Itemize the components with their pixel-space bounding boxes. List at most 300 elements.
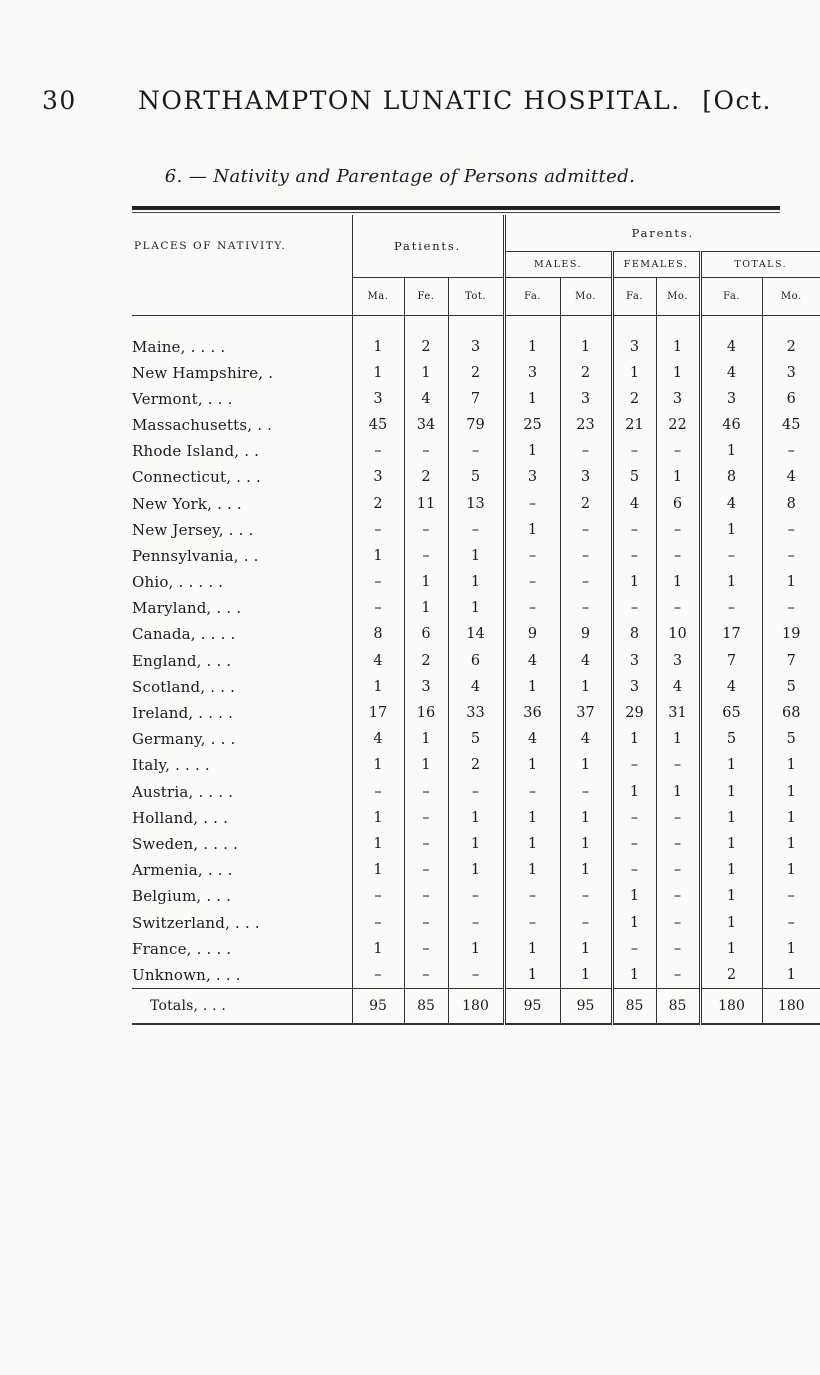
cell-totals-fa: 65 <box>700 700 762 726</box>
place-of-nativity: France, . . . . <box>132 939 232 958</box>
header-males-fa: Fa. <box>504 277 560 315</box>
cell-totals-mo: 180 <box>762 989 820 1025</box>
cell-tot: 7 <box>448 386 504 412</box>
cell-tot: 13 <box>448 490 504 516</box>
cell-males-fa: – <box>504 595 560 621</box>
cell-tot: 33 <box>448 700 504 726</box>
cell-tot: 79 <box>448 412 504 438</box>
place-of-nativity: Vermont, . . . <box>132 389 233 408</box>
cell-females-fa: – <box>612 595 656 621</box>
cell-females-mo: – <box>656 595 700 621</box>
cell-fe: – <box>404 805 448 831</box>
cell-females-fa: 1 <box>612 779 656 805</box>
cell-ma: 8 <box>352 621 404 647</box>
cell-totals-mo: – <box>762 883 820 909</box>
cell-males-mo: – <box>560 595 612 621</box>
cell-males-fa: 1 <box>504 857 560 883</box>
cell-males-mo: 95 <box>560 989 612 1025</box>
cell-females-mo: 3 <box>656 386 700 412</box>
cell-females-mo: – <box>656 517 700 543</box>
cell-males-mo: 4 <box>560 648 612 674</box>
cell-males-mo: 1 <box>560 831 612 857</box>
cell-totals-fa: – <box>700 595 762 621</box>
header-totals-fa: Fa. <box>700 277 762 315</box>
cell-ma: 17 <box>352 700 404 726</box>
cell-totals-mo: 1 <box>762 805 820 831</box>
cell-females-fa: 1 <box>612 883 656 909</box>
cell-fe: 1 <box>404 360 448 386</box>
cell-totals-mo: 45 <box>762 412 820 438</box>
cell-totals-fa: 7 <box>700 648 762 674</box>
cell-totals-mo: 1 <box>762 857 820 883</box>
place-of-nativity: Armenia, . . . <box>132 861 233 880</box>
cell-ma: 1 <box>352 831 404 857</box>
cell-males-mo: 9 <box>560 621 612 647</box>
cell-totals-fa: 1 <box>700 805 762 831</box>
cell-tot: 1 <box>448 857 504 883</box>
cell-totals-fa: 1 <box>700 517 762 543</box>
cell-females-mo: – <box>656 752 700 778</box>
cell-fe: – <box>404 909 448 935</box>
header-ma: Ma. <box>352 277 404 315</box>
cell-fe: 2 <box>404 648 448 674</box>
caption-number: 6. <box>164 166 183 187</box>
cell-tot: – <box>448 962 504 989</box>
cell-fe: 1 <box>404 595 448 621</box>
cell-totals-fa: 8 <box>700 464 762 490</box>
table-row <box>132 909 820 935</box>
cell-males-mo: 3 <box>560 464 612 490</box>
cell-females-mo: – <box>656 909 700 935</box>
cell-tot: – <box>448 438 504 464</box>
cell-females-mo: 1 <box>656 464 700 490</box>
cell-tot: 1 <box>448 569 504 595</box>
place-of-nativity: Holland, . . . <box>132 808 229 827</box>
cell-totals-fa: 5 <box>700 726 762 752</box>
header-parents: Parents. <box>504 215 820 251</box>
cell-totals-mo: 3 <box>762 360 820 386</box>
cell-females-mo: 1 <box>656 360 700 386</box>
cell-tot: 3 <box>448 315 504 360</box>
running-month: [Oct. <box>702 86 772 115</box>
place-of-nativity: Massachusetts, . . <box>132 415 273 434</box>
place-of-nativity: New Jersey, . . . <box>132 520 254 539</box>
cell-fe: – <box>404 962 448 989</box>
cell-females-fa: – <box>612 752 656 778</box>
cell-males-mo: – <box>560 543 612 569</box>
cell-tot: 180 <box>448 989 504 1025</box>
cell-ma: 1 <box>352 936 404 962</box>
table-row <box>132 595 820 621</box>
cell-tot: 1 <box>448 805 504 831</box>
cell-males-fa: 95 <box>504 989 560 1025</box>
header-males-mo: Mo. <box>560 277 612 315</box>
cell-ma: 1 <box>352 857 404 883</box>
cell-males-fa: 1 <box>504 517 560 543</box>
table-row <box>132 490 820 516</box>
cell-males-mo: 1 <box>560 752 612 778</box>
cell-males-fa: 1 <box>504 752 560 778</box>
cell-totals-mo: 1 <box>762 936 820 962</box>
table-row <box>132 857 820 883</box>
cell-males-mo: 3 <box>560 386 612 412</box>
cell-totals-mo: – <box>762 517 820 543</box>
cell-fe: – <box>404 517 448 543</box>
place-of-nativity: Maine, . . . . <box>132 337 226 356</box>
cell-males-fa: 1 <box>504 315 560 360</box>
cell-females-mo: 10 <box>656 621 700 647</box>
cell-males-fa: 1 <box>504 386 560 412</box>
cell-males-mo: 1 <box>560 962 612 989</box>
cell-totals-fa: 4 <box>700 674 762 700</box>
cell-totals-fa: 1 <box>700 909 762 935</box>
place-of-nativity: Maryland, . . . <box>132 599 242 618</box>
table-row <box>132 883 820 909</box>
place-of-nativity: New York, . . . <box>132 494 242 513</box>
header-totals: TOTALS. <box>700 251 820 277</box>
cell-females-fa: 3 <box>612 648 656 674</box>
cell-females-mo: – <box>656 857 700 883</box>
cell-males-fa: 1 <box>504 674 560 700</box>
cell-males-fa: 1 <box>504 962 560 989</box>
table-row <box>132 752 820 778</box>
table-row <box>132 621 820 647</box>
cell-females-fa: – <box>612 438 656 464</box>
table-caption <box>0 166 800 187</box>
cell-females-fa: – <box>612 805 656 831</box>
place-of-nativity: Canada, . . . . <box>132 625 236 644</box>
cell-totals-mo: – <box>762 595 820 621</box>
cell-females-mo: – <box>656 831 700 857</box>
cell-ma: – <box>352 962 404 989</box>
cell-ma: – <box>352 909 404 935</box>
cell-fe: – <box>404 936 448 962</box>
place-of-nativity: Switzerland, . . . <box>132 913 260 932</box>
cell-fe: 11 <box>404 490 448 516</box>
cell-females-fa: – <box>612 517 656 543</box>
table-row <box>132 569 820 595</box>
place-of-nativity: Unknown, . . . <box>132 965 241 984</box>
place-of-nativity: England, . . . <box>132 651 232 670</box>
cell-males-fa: 3 <box>504 464 560 490</box>
table-top-rule-thin <box>132 212 780 213</box>
cell-females-mo: 1 <box>656 315 700 360</box>
cell-totals-mo: – <box>762 543 820 569</box>
table-row <box>132 936 820 962</box>
table-row <box>132 648 820 674</box>
cell-totals-mo: 19 <box>762 621 820 647</box>
cell-fe: 1 <box>404 569 448 595</box>
caption-text: Nativity and Parentage of Persons admitted. <box>213 166 636 187</box>
table-row <box>132 517 820 543</box>
cell-totals-mo: 5 <box>762 674 820 700</box>
cell-fe: 2 <box>404 315 448 360</box>
cell-males-mo: – <box>560 438 612 464</box>
cell-females-mo: – <box>656 438 700 464</box>
cell-females-fa: 3 <box>612 674 656 700</box>
cell-males-mo: 23 <box>560 412 612 438</box>
cell-totals-mo: 1 <box>762 569 820 595</box>
cell-tot: 14 <box>448 621 504 647</box>
header-males: MALES. <box>504 251 612 277</box>
cell-females-fa: – <box>612 936 656 962</box>
cell-females-mo: 4 <box>656 674 700 700</box>
cell-males-mo: 1 <box>560 857 612 883</box>
cell-tot: 2 <box>448 752 504 778</box>
cell-males-mo: 1 <box>560 936 612 962</box>
table-row <box>132 962 820 989</box>
cell-totals-mo: 1 <box>762 779 820 805</box>
cell-males-mo: 37 <box>560 700 612 726</box>
table-row <box>132 464 820 490</box>
cell-females-mo: 31 <box>656 700 700 726</box>
place-of-nativity: Rhode Island, . . <box>132 442 260 461</box>
cell-ma: 2 <box>352 490 404 516</box>
cell-totals-fa: 1 <box>700 779 762 805</box>
table-row <box>132 726 820 752</box>
cell-tot: 4 <box>448 674 504 700</box>
cell-females-mo: 1 <box>656 779 700 805</box>
cell-males-mo: – <box>560 909 612 935</box>
cell-females-fa: 1 <box>612 726 656 752</box>
cell-tot: 1 <box>448 936 504 962</box>
cell-fe: 1 <box>404 726 448 752</box>
header-tot: Tot. <box>448 277 504 315</box>
cell-totals-fa: 1 <box>700 831 762 857</box>
cell-males-fa: – <box>504 883 560 909</box>
cell-females-fa: 5 <box>612 464 656 490</box>
cell-totals-mo: 5 <box>762 726 820 752</box>
cell-ma: – <box>352 779 404 805</box>
cell-fe: 85 <box>404 989 448 1025</box>
cell-females-fa: 1 <box>612 360 656 386</box>
cell-fe: 16 <box>404 700 448 726</box>
cell-fe: – <box>404 543 448 569</box>
cell-females-mo: – <box>656 543 700 569</box>
cell-males-fa: – <box>504 779 560 805</box>
cell-ma: – <box>352 438 404 464</box>
cell-males-mo: – <box>560 883 612 909</box>
header-places-spacer <box>132 277 352 315</box>
cell-fe: – <box>404 438 448 464</box>
header-totals-mo: Mo. <box>762 277 820 315</box>
cell-females-fa: 2 <box>612 386 656 412</box>
cell-females-fa: 29 <box>612 700 656 726</box>
cell-ma: 45 <box>352 412 404 438</box>
cell-totals-mo: 1 <box>762 831 820 857</box>
cell-fe: – <box>404 883 448 909</box>
cell-females-fa: 1 <box>612 909 656 935</box>
place-of-nativity: Connecticut, . . . <box>132 468 261 487</box>
cell-males-mo: 2 <box>560 490 612 516</box>
cell-ma: 3 <box>352 464 404 490</box>
cell-ma: – <box>352 595 404 621</box>
place-of-nativity: Italy, . . . . <box>132 756 210 775</box>
cell-females-fa: – <box>612 831 656 857</box>
cell-fe: 2 <box>404 464 448 490</box>
cell-females-fa: 3 <box>612 315 656 360</box>
cell-totals-mo: 6 <box>762 386 820 412</box>
cell-females-fa: – <box>612 543 656 569</box>
cell-totals-mo: 68 <box>762 700 820 726</box>
cell-males-fa: 1 <box>504 831 560 857</box>
cell-males-fa: 9 <box>504 621 560 647</box>
place-of-nativity: Ohio, . . . . . <box>132 573 224 592</box>
table-row <box>132 831 820 857</box>
cell-tot: 2 <box>448 360 504 386</box>
cell-totals-mo: – <box>762 909 820 935</box>
cell-fe: – <box>404 779 448 805</box>
header-females: FEMALES. <box>612 251 700 277</box>
cell-totals-fa: 1 <box>700 752 762 778</box>
table-row <box>132 412 820 438</box>
place-of-nativity: Pennsylvania, . . <box>132 546 259 565</box>
cell-males-mo: 2 <box>560 360 612 386</box>
cell-males-fa: 1 <box>504 438 560 464</box>
cell-males-fa: 25 <box>504 412 560 438</box>
table-row <box>132 438 820 464</box>
cell-tot: 5 <box>448 726 504 752</box>
header-fe: Fe. <box>404 277 448 315</box>
cell-ma: 1 <box>352 360 404 386</box>
cell-males-mo: 1 <box>560 315 612 360</box>
table-row <box>132 805 820 831</box>
cell-males-mo: – <box>560 517 612 543</box>
cell-ma: – <box>352 517 404 543</box>
cell-males-fa: – <box>504 909 560 935</box>
cell-fe: – <box>404 831 448 857</box>
cell-males-mo: 4 <box>560 726 612 752</box>
cell-totals-mo: 8 <box>762 490 820 516</box>
place-of-nativity: Sweden, . . . . <box>132 834 239 853</box>
cell-fe: 3 <box>404 674 448 700</box>
header-females-mo: Mo. <box>656 277 700 315</box>
cell-males-fa: 36 <box>504 700 560 726</box>
cell-males-fa: – <box>504 490 560 516</box>
cell-ma: 4 <box>352 726 404 752</box>
cell-totals-fa: 1 <box>700 857 762 883</box>
cell-totals-mo: 1 <box>762 752 820 778</box>
cell-females-mo: 1 <box>656 569 700 595</box>
table-body <box>132 315 820 1024</box>
table-row <box>132 674 820 700</box>
cell-tot: 1 <box>448 831 504 857</box>
cell-males-mo: 1 <box>560 674 612 700</box>
cell-females-mo: – <box>656 962 700 989</box>
cell-totals-fa: 1 <box>700 438 762 464</box>
cell-totals-mo: 7 <box>762 648 820 674</box>
cell-males-mo: – <box>560 569 612 595</box>
cell-females-fa: 1 <box>612 569 656 595</box>
cell-tot: 1 <box>448 543 504 569</box>
cell-totals-mo: 1 <box>762 962 820 989</box>
cell-tot: – <box>448 909 504 935</box>
cell-fe: – <box>404 857 448 883</box>
table-row <box>132 779 820 805</box>
cell-males-fa: 1 <box>504 936 560 962</box>
nativity-table <box>132 215 820 1025</box>
cell-females-fa: 1 <box>612 962 656 989</box>
cell-females-mo: – <box>656 936 700 962</box>
cell-ma: 1 <box>352 752 404 778</box>
page-number: 30 <box>42 86 77 115</box>
table-row <box>132 360 820 386</box>
cell-males-mo: – <box>560 779 612 805</box>
cell-females-mo: – <box>656 805 700 831</box>
table-top-rule <box>132 206 780 210</box>
running-title: NORTHAMPTON LUNATIC HOSPITAL. <box>138 86 681 115</box>
cell-tot: – <box>448 779 504 805</box>
table-row <box>132 700 820 726</box>
cell-females-fa: 85 <box>612 989 656 1025</box>
place-of-nativity: Belgium, . . . <box>132 887 232 906</box>
cell-ma: – <box>352 569 404 595</box>
cell-fe: 6 <box>404 621 448 647</box>
cell-totals-mo: – <box>762 438 820 464</box>
place-of-nativity: Austria, . . . . <box>132 782 234 801</box>
totals-row <box>132 989 820 1025</box>
cell-males-fa: 4 <box>504 726 560 752</box>
header-patients: Patients. <box>352 215 504 277</box>
cell-ma: 1 <box>352 315 404 360</box>
cell-females-mo: 6 <box>656 490 700 516</box>
cell-ma: – <box>352 883 404 909</box>
cell-females-mo: 85 <box>656 989 700 1025</box>
cell-females-fa: 21 <box>612 412 656 438</box>
cell-females-mo: 1 <box>656 726 700 752</box>
cell-totals-fa: 1 <box>700 569 762 595</box>
cell-females-fa: 4 <box>612 490 656 516</box>
place-of-nativity: New Hampshire, . <box>132 363 274 382</box>
cell-ma: 95 <box>352 989 404 1025</box>
table-row <box>132 386 820 412</box>
place-of-nativity: Totals, . . . <box>132 989 352 1025</box>
table-row <box>132 543 820 569</box>
cell-males-fa: – <box>504 569 560 595</box>
cell-totals-fa: 1 <box>700 883 762 909</box>
cell-females-fa: 8 <box>612 621 656 647</box>
cell-tot: 6 <box>448 648 504 674</box>
place-of-nativity: Germany, . . . <box>132 730 236 749</box>
cell-females-mo: 3 <box>656 648 700 674</box>
cell-totals-mo: 4 <box>762 464 820 490</box>
cell-totals-fa: 1 <box>700 936 762 962</box>
cell-totals-fa: 3 <box>700 386 762 412</box>
cell-tot: 1 <box>448 595 504 621</box>
cell-totals-fa: 4 <box>700 490 762 516</box>
cell-totals-fa: 46 <box>700 412 762 438</box>
cell-females-mo: – <box>656 883 700 909</box>
cell-ma: 4 <box>352 648 404 674</box>
cell-fe: 4 <box>404 386 448 412</box>
cell-ma: 1 <box>352 805 404 831</box>
cell-males-fa: 4 <box>504 648 560 674</box>
place-of-nativity: Ireland, . . . . <box>132 704 234 723</box>
cell-totals-fa: 4 <box>700 360 762 386</box>
cell-totals-fa: 180 <box>700 989 762 1025</box>
cell-males-mo: 1 <box>560 805 612 831</box>
cell-males-fa: 1 <box>504 805 560 831</box>
header-places: PLACES OF NATIVITY. <box>134 240 287 252</box>
cell-ma: 3 <box>352 386 404 412</box>
cell-fe: 34 <box>404 412 448 438</box>
place-of-nativity: Scotland, . . . <box>132 677 236 696</box>
table-row <box>132 315 820 360</box>
cell-totals-fa: – <box>700 543 762 569</box>
cell-tot: – <box>448 517 504 543</box>
cell-tot: – <box>448 883 504 909</box>
cell-totals-fa: 17 <box>700 621 762 647</box>
